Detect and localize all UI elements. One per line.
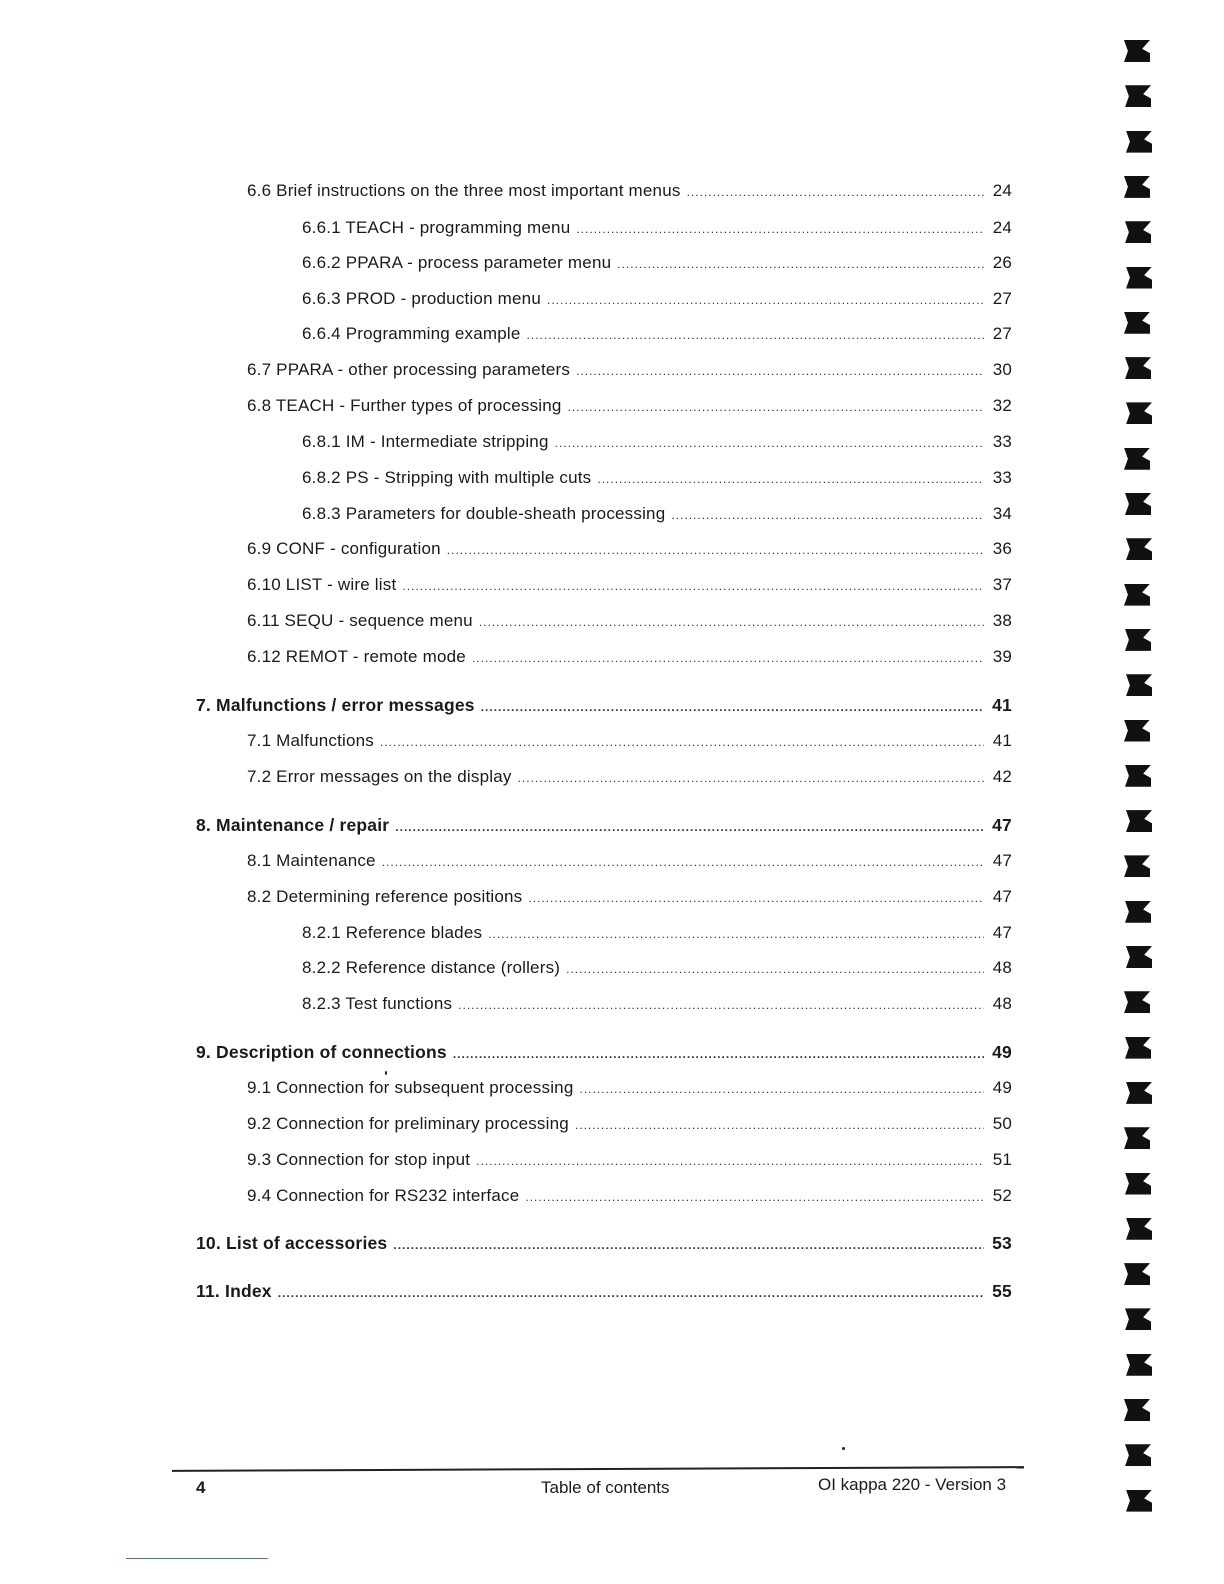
toc-entry-page: 47 xyxy=(992,851,1012,870)
dot-leader xyxy=(380,731,984,753)
footer-section-title: Table of contents xyxy=(541,1478,670,1497)
binding-hole xyxy=(1125,493,1151,515)
footer-product-version: OI kappa 220 - Version 3 xyxy=(818,1475,1007,1494)
binding-hole xyxy=(1124,991,1150,1013)
toc-entry xyxy=(196,694,1012,718)
binding-hole xyxy=(1125,901,1151,923)
toc-entry-page: 50 xyxy=(992,1114,1012,1133)
toc-entry xyxy=(247,1077,1012,1100)
toc-entry xyxy=(196,814,1012,838)
dot-leader xyxy=(278,1282,984,1304)
dot-leader xyxy=(395,816,984,838)
toc-entry-page: 51 xyxy=(992,1150,1012,1169)
dot-leader xyxy=(518,767,984,789)
binding-hole xyxy=(1126,267,1152,289)
toc-entry xyxy=(247,886,1012,909)
toc-entry xyxy=(247,538,1012,561)
dot-leader xyxy=(547,289,984,311)
dot-leader xyxy=(458,994,984,1016)
dot-leader xyxy=(402,575,984,597)
dot-leader xyxy=(671,504,984,526)
binding-hole xyxy=(1126,946,1152,968)
toc-entry xyxy=(302,431,1012,454)
toc-entry-page: 52 xyxy=(992,1186,1012,1205)
toc-entry-page: 37 xyxy=(992,575,1012,594)
toc-entry-title: 6.7 PPARA - other processing parameters xyxy=(247,360,571,379)
toc-entry xyxy=(247,359,1012,382)
toc-entry xyxy=(247,1113,1012,1136)
binding-hole xyxy=(1124,1263,1150,1285)
toc-entry-page: 47 xyxy=(992,923,1012,942)
toc-entry xyxy=(302,957,1012,980)
toc-entry xyxy=(302,288,1012,311)
toc-entry xyxy=(247,610,1012,633)
edge-line xyxy=(126,1558,268,1559)
toc-entry-title: 6.8.3 Parameters for double-sheath processing xyxy=(302,504,666,523)
toc-entry-title: 6.10 LIST - wire list xyxy=(247,575,397,594)
dot-leader xyxy=(568,396,984,418)
toc-entry-title: 9. Description of connections xyxy=(196,1042,447,1062)
toc-entry xyxy=(247,574,1012,597)
toc-entry-title: 6.12 REMOT - remote mode xyxy=(247,647,466,666)
toc-entry xyxy=(302,503,1012,526)
toc-entry-title: 9.3 Connection for stop input xyxy=(247,1150,471,1169)
scan-speck xyxy=(385,1071,387,1075)
toc-entry-title: 6.6.3 PROD - production menu xyxy=(302,289,541,308)
toc-entry-page: 30 xyxy=(992,360,1012,379)
toc-entry xyxy=(247,850,1012,873)
binding-hole xyxy=(1125,1308,1151,1330)
toc-entry xyxy=(247,395,1012,418)
binding-hole xyxy=(1124,312,1150,334)
dot-leader xyxy=(453,1043,984,1065)
toc-entry-page: 34 xyxy=(992,504,1012,523)
binding-hole xyxy=(1126,1082,1152,1104)
toc-entry-page: 49 xyxy=(992,1078,1012,1097)
toc-entry-page: 48 xyxy=(992,994,1012,1013)
toc-entry xyxy=(196,1280,1012,1304)
dot-leader xyxy=(393,1234,984,1256)
toc-entry-title: 10. List of accessories xyxy=(196,1233,388,1253)
binding-hole xyxy=(1125,1173,1151,1195)
dot-leader xyxy=(576,218,984,240)
toc-entry-page: 47 xyxy=(992,815,1012,835)
toc-entry xyxy=(302,323,1012,346)
toc-entry-page: 32 xyxy=(992,396,1012,415)
dot-leader xyxy=(447,539,984,561)
toc-entry-title: 9.1 Connection for subsequent processing xyxy=(247,1078,574,1097)
toc-entry-title: 8. Maintenance / repair xyxy=(196,815,390,835)
binding-hole xyxy=(1125,85,1151,107)
toc-entry-page: 36 xyxy=(992,539,1012,558)
toc-entry xyxy=(302,252,1012,275)
scan-speck xyxy=(842,1447,845,1450)
toc-entry-page: 27 xyxy=(992,324,1012,343)
toc-entry-page: 38 xyxy=(992,611,1012,630)
toc-entry-page: 26 xyxy=(992,253,1012,272)
toc-entry-title: 6.8 TEACH - Further types of processing xyxy=(247,396,562,415)
binding-hole xyxy=(1125,629,1151,651)
dot-leader xyxy=(382,851,984,873)
toc-entry xyxy=(247,730,1012,753)
toc-entry-title: 9.2 Connection for preliminary processing xyxy=(247,1114,569,1133)
dot-leader xyxy=(617,253,984,275)
dot-leader xyxy=(597,468,984,490)
page-number: 4 xyxy=(196,1478,206,1497)
binding-hole xyxy=(1126,538,1152,560)
toc-entry-title: 7. Malfunctions / error messages xyxy=(196,695,475,715)
toc-entry-title: 6.9 CONF - configuration xyxy=(247,539,441,558)
toc-entry xyxy=(302,217,1012,240)
binding-hole xyxy=(1126,810,1152,832)
dot-leader xyxy=(575,1114,984,1136)
toc-entry xyxy=(247,766,1012,789)
toc-entry xyxy=(302,467,1012,490)
dot-leader xyxy=(555,432,984,454)
binding-hole xyxy=(1126,1218,1152,1240)
toc-entry-title: 6.6.2 PPARA - process parameter menu xyxy=(302,253,612,272)
binding-hole xyxy=(1125,765,1151,787)
toc-entry-page: 55 xyxy=(992,1281,1012,1301)
toc-entry xyxy=(247,1149,1012,1172)
dot-leader xyxy=(528,887,984,909)
binding-hole xyxy=(1126,402,1152,424)
toc-entry-title: 6.6.4 Programming example xyxy=(302,324,521,343)
dot-leader xyxy=(481,696,984,718)
toc-entry-page: 42 xyxy=(992,767,1012,786)
toc-entry xyxy=(196,1041,1012,1065)
dot-leader xyxy=(527,324,984,346)
dot-leader xyxy=(479,611,984,633)
dot-leader xyxy=(488,923,984,945)
dot-leader xyxy=(566,958,984,980)
toc-entry xyxy=(302,993,1012,1016)
binding-hole xyxy=(1125,1037,1151,1059)
toc-entry-page: 53 xyxy=(992,1233,1012,1253)
binding-hole xyxy=(1124,584,1150,606)
toc-entry-page: 41 xyxy=(992,695,1012,715)
toc-entry-title: 7.2 Error messages on the display xyxy=(247,767,512,786)
binding-hole xyxy=(1125,1444,1151,1466)
dot-leader xyxy=(472,647,984,669)
dot-leader xyxy=(687,181,984,203)
toc-entry-page: 33 xyxy=(992,468,1012,487)
toc-entry-page: 41 xyxy=(992,731,1012,750)
toc-entry-title: 6.8.1 IM - Intermediate stripping xyxy=(302,432,549,451)
toc-entry xyxy=(196,1232,1012,1256)
toc-entry-page: 47 xyxy=(992,887,1012,906)
binding-hole xyxy=(1126,674,1152,696)
binding-hole xyxy=(1124,1399,1150,1421)
binding-hole xyxy=(1124,720,1150,742)
binding-hole xyxy=(1125,357,1151,379)
toc-entry-title: 9.4 Connection for RS232 interface xyxy=(247,1186,520,1205)
toc-entry xyxy=(302,922,1012,945)
dot-leader xyxy=(476,1150,984,1172)
binding-hole xyxy=(1126,1354,1152,1376)
toc-entry-page: 24 xyxy=(992,218,1012,237)
toc-entry-title: 7.1 Malfunctions xyxy=(247,731,374,750)
toc-entry-page: 24 xyxy=(992,181,1012,200)
binding-hole xyxy=(1124,855,1150,877)
binding-hole xyxy=(1124,1127,1150,1149)
toc-entry-title: 8.1 Maintenance xyxy=(247,851,376,870)
toc-entry-title: 6.6 Brief instructions on the three most important menus xyxy=(247,181,681,200)
toc-entry-page: 39 xyxy=(992,647,1012,666)
toc-entry-title: 8.2.3 Test functions xyxy=(302,994,453,1013)
toc-entry-page: 48 xyxy=(992,958,1012,977)
dot-leader xyxy=(576,360,984,382)
toc-entry-title: 8.2 Determining reference positions xyxy=(247,887,523,906)
toc-entry-title: 6.11 SEQU - sequence menu xyxy=(247,611,473,630)
toc-entry-title: 6.8.2 PS - Stripping with multiple cuts xyxy=(302,468,592,487)
binding-hole xyxy=(1126,131,1152,153)
toc-entry-title: 8.2.2 Reference distance (rollers) xyxy=(302,958,561,977)
dot-leader xyxy=(579,1078,984,1100)
dot-leader xyxy=(525,1186,984,1208)
binding-hole xyxy=(1126,1490,1152,1512)
toc-entry-title: 11. Index xyxy=(196,1281,272,1301)
binding-hole xyxy=(1124,40,1150,62)
toc-entry-page: 49 xyxy=(992,1042,1012,1062)
toc-entry xyxy=(247,180,1012,203)
toc-entry-page: 33 xyxy=(992,432,1012,451)
toc-entry xyxy=(247,1185,1012,1208)
toc-entry-title: 8.2.1 Reference blades xyxy=(302,923,483,942)
binding-hole xyxy=(1124,448,1150,470)
binding-hole xyxy=(1124,176,1150,198)
toc-entry xyxy=(247,646,1012,669)
binding-hole xyxy=(1125,221,1151,243)
toc-entry-title: 6.6.1 TEACH - programming menu xyxy=(302,218,571,237)
toc-entry-page: 27 xyxy=(992,289,1012,308)
